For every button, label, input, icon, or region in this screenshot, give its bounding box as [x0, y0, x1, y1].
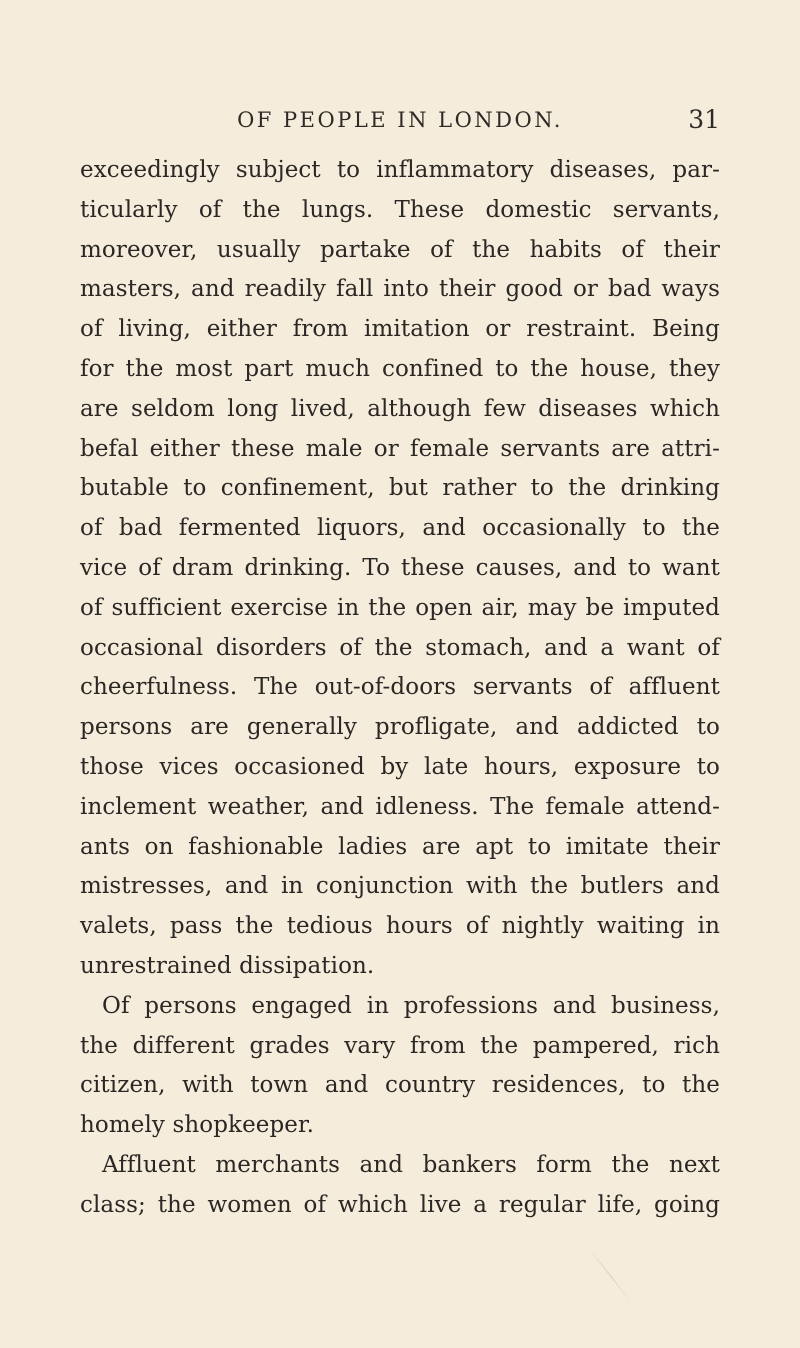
text-line: exceedingly subject to inflammatory diseases, par- — [80, 157, 720, 183]
text-line: valets, pass the tedious hours of nightly waiting in — [80, 913, 720, 940]
text-line: persons are generally profligate, and addicted to — [80, 714, 720, 741]
text-line: Of persons engaged in professions and business, — [102, 992, 720, 1019]
text-line: are seldom long lived, although few diseases which — [80, 395, 720, 422]
text-line: of sufficient exercise in the open air, may be imputed — [80, 594, 720, 621]
text-line: cheerfulness. The out-of-doors servants of affluent — [80, 674, 720, 701]
text-line: the different grades vary from the pampered, rich — [80, 1032, 720, 1059]
running-head: OF PEOPLE IN LONDON. — [237, 108, 563, 132]
text-line: unrestrained dissipation. — [80, 952, 375, 979]
text-line: those vices occasioned by late hours, exposure to — [80, 753, 720, 780]
text-line: masters, and readily fall into their good or bad ways — [80, 276, 720, 303]
text-line: befal either these male or female servants are attri- — [80, 435, 720, 462]
text-line: of bad fermented liquors, and occasionally to the — [80, 515, 720, 542]
text-line: of living, either from imitation or restraint. Being — [80, 316, 720, 343]
page-number: 31 — [688, 105, 720, 134]
text-line: citizen, with town and country residences, to the — [80, 1072, 720, 1099]
text-line: mistresses, and in conjunction with the butlers and — [80, 873, 720, 900]
text-line: for the most part much confined to the house, they — [80, 355, 720, 382]
page-header — [80, 100, 720, 140]
text-line: homely shopkeeper. — [80, 1112, 315, 1139]
text-line: vice of dram drinking. To these causes, and to want — [80, 554, 720, 581]
text-line: Affluent merchants and bankers form the next — [102, 1151, 720, 1178]
paper-mark — [588, 1247, 632, 1303]
text-line: ticularly of the lungs. These domestic servants, — [80, 196, 720, 223]
body-text — [80, 151, 720, 1226]
text-line: inclement weather, and idleness. The female attend- — [80, 793, 720, 820]
text-line: occasional disorders of the stomach, and a want of — [80, 634, 720, 661]
text-line: moreover, usually partake of the habits of their — [80, 236, 720, 263]
text-line: ants on fashionable ladies are apt to imitate their — [80, 833, 720, 860]
text-line: class; the women of which live a regular life, going — [80, 1191, 720, 1218]
text-line: butable to confinement, but rather to the drinking — [80, 475, 720, 502]
